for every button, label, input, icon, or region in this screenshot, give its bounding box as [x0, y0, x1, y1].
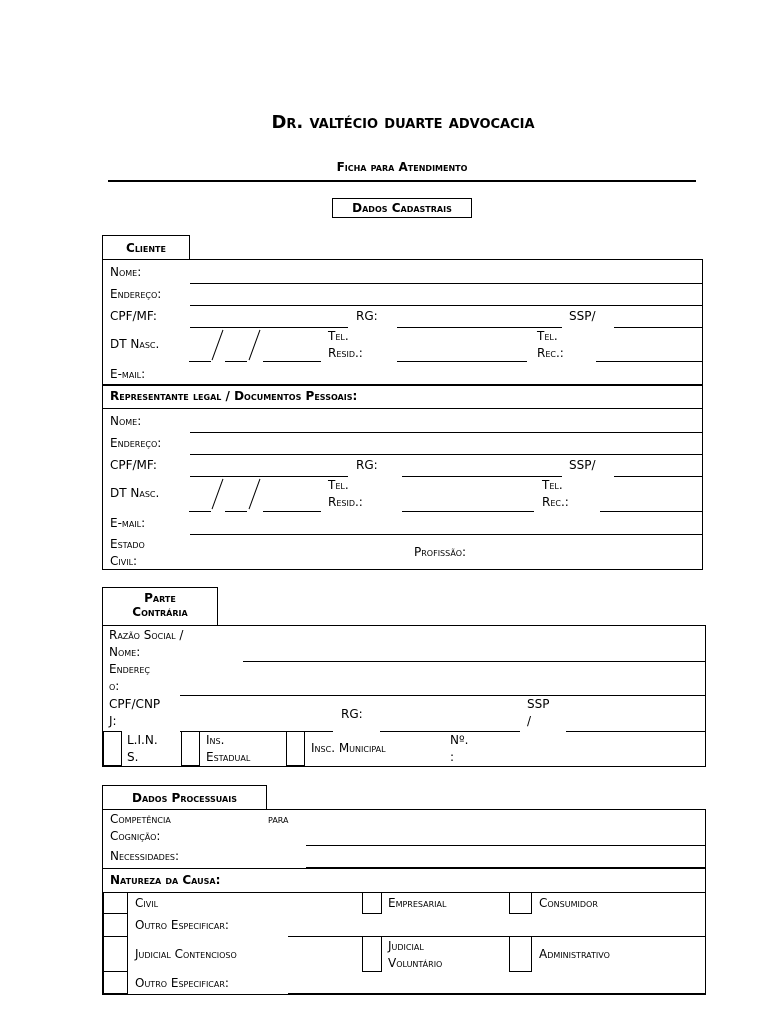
representante-header: Representante legal / Documentos Pessoais:	[110, 389, 358, 403]
cliente-dtnasc-year[interactable]	[263, 361, 321, 362]
rep-estado-label-2: Civil:	[110, 554, 138, 568]
insc-municipal-checkbox[interactable]	[286, 731, 305, 766]
numero-label-2: :	[450, 750, 455, 764]
rep-tel-resid-label-2: Resid.:	[328, 495, 363, 509]
cliente-ssp-label: SSP/	[569, 309, 596, 323]
cliente-tel-resid-label: Tel.	[328, 329, 349, 343]
necessidades-label: Necessidades:	[110, 849, 180, 863]
competencia-label-2: Cognição:	[110, 829, 161, 843]
parte-tab-line-2: Contrária	[132, 605, 188, 619]
cliente-nome-label: Nome:	[110, 265, 142, 279]
rep-email-label: E-mail:	[110, 516, 146, 530]
rep-tel-resid-label: Tel.	[328, 478, 349, 492]
rep-tel-resid-field[interactable]	[402, 511, 534, 512]
outro-label-1: Outro Especificar:	[135, 918, 229, 932]
rep-dtnasc-label: DT Nasc.	[110, 486, 160, 500]
cliente-cpf-field[interactable]	[190, 327, 348, 328]
rep-profissao-label: Profissão:	[414, 545, 467, 559]
cliente-tel-resid-label-2: Resid.:	[328, 346, 363, 360]
cliente-ssp-field[interactable]	[614, 327, 702, 328]
parte-razao-label: Razão Social /	[109, 628, 184, 642]
natureza-header: Natureza da Causa:	[110, 873, 221, 887]
rep-endereco-label: Endereço:	[110, 436, 162, 450]
cliente-dtnasc-day[interactable]	[189, 361, 211, 362]
rep-rg-field[interactable]	[402, 476, 562, 477]
empresarial-checkbox[interactable]	[362, 892, 382, 914]
outro-checkbox-1[interactable]	[103, 913, 128, 937]
competencia-label: Competência	[110, 812, 171, 826]
numero-label: Nº.	[450, 733, 469, 747]
parte-tab-line-1: Parte	[144, 591, 176, 605]
parte-contraria-tab	[102, 587, 218, 626]
consumidor-label: Consumidor	[539, 896, 598, 910]
rep-dtnasc-day[interactable]	[189, 511, 211, 512]
lins-label-2: S.	[127, 750, 139, 764]
page-title: Dr. valtécio duarte advocacia	[271, 112, 535, 133]
outro-field-1[interactable]	[288, 936, 705, 937]
parte-rg-label: RG:	[341, 707, 363, 721]
cliente-tel-rec-field[interactable]	[596, 361, 702, 362]
row-divider	[103, 408, 702, 409]
outro-field-2[interactable]	[288, 993, 705, 994]
lins-checkbox[interactable]	[103, 731, 122, 766]
header-divider	[108, 180, 696, 182]
parte-rg-field[interactable]	[380, 731, 520, 732]
judicial-voluntario-label: Judicial	[388, 939, 424, 953]
section-title: Dados Cadastrais	[332, 198, 472, 218]
parte-razao-field[interactable]	[243, 661, 705, 662]
rep-ssp-field[interactable]	[614, 476, 702, 477]
rep-tel-rec-label: Tel.	[542, 478, 563, 492]
ins-estadual-checkbox[interactable]	[181, 731, 200, 766]
civil-checkbox[interactable]	[103, 892, 128, 914]
insc-municipal-label: Insc. Municipal	[311, 741, 386, 755]
parte-ssp-field[interactable]	[566, 731, 705, 732]
outro-label-2: Outro Especificar:	[135, 976, 229, 990]
rep-cpf-field[interactable]	[190, 476, 348, 477]
cliente-email-label: E-mail:	[110, 367, 146, 381]
competencia-para-label: para	[268, 812, 289, 826]
cliente-tel-rec-label: Tel.	[537, 329, 558, 343]
cliente-tel-rec-label-2: Rec.:	[537, 346, 564, 360]
parte-cpf-label: CPF/CNP	[109, 697, 161, 711]
rep-nome-field[interactable]	[190, 432, 702, 433]
row-divider	[103, 384, 702, 386]
outro-checkbox-2[interactable]	[103, 971, 128, 994]
parte-cpf-field[interactable]	[180, 731, 333, 732]
rep-cpf-label: CPF/MF:	[110, 458, 157, 472]
consumidor-checkbox[interactable]	[509, 892, 532, 914]
rep-endereco-field[interactable]	[190, 454, 702, 455]
parte-endereco-label-2: o:	[109, 679, 120, 693]
ins-estadual-label-2: Estadual	[206, 750, 251, 764]
cliente-endereco-field[interactable]	[190, 305, 702, 306]
parte-razao-label-2: Nome:	[109, 645, 141, 659]
ins-estadual-label: Ins.	[206, 733, 225, 747]
rep-dtnasc-month[interactable]	[225, 511, 247, 512]
cliente-endereco-label: Endereço:	[110, 287, 162, 301]
judicial-voluntario-checkbox[interactable]	[362, 936, 382, 972]
rep-ssp-label: SSP/	[569, 458, 596, 472]
rep-dtnasc-year[interactable]	[263, 511, 321, 512]
cliente-rg-label: RG:	[356, 309, 378, 323]
row-divider	[103, 868, 705, 869]
empresarial-label: Empresarial	[388, 896, 447, 910]
competencia-field[interactable]	[306, 845, 705, 846]
rep-tel-rec-label-2: Rec.:	[542, 495, 569, 509]
parte-cpf-label-2: J:	[109, 714, 117, 728]
cliente-dtnasc-label: DT Nasc.	[110, 337, 160, 351]
administrativo-checkbox[interactable]	[509, 936, 532, 972]
lins-label: L.I.N.	[127, 733, 158, 747]
form-subtitle: Ficha para Atendimento	[336, 160, 468, 174]
row-divider	[103, 892, 705, 893]
cliente-nome-field[interactable]	[190, 283, 702, 284]
parte-endereco-label: Endereç	[109, 662, 150, 676]
parte-endereco-field[interactable]	[180, 695, 705, 696]
rep-rg-label: RG:	[356, 458, 378, 472]
rep-estado-label: Estado	[110, 537, 145, 551]
rep-nome-label: Nome:	[110, 414, 142, 428]
rep-tel-rec-field[interactable]	[600, 511, 702, 512]
cliente-rg-field[interactable]	[397, 327, 562, 328]
cliente-cpf-label: CPF/MF:	[110, 309, 157, 323]
judicial-contencioso-label: Judicial Contencioso	[135, 947, 237, 961]
parte-ssp-label-2: /	[527, 714, 532, 728]
cliente-tel-resid-field[interactable]	[397, 361, 527, 362]
judicial-voluntario-label-2: Voluntário	[388, 956, 443, 970]
administrativo-label: Administrativo	[539, 947, 610, 961]
judicial-contencioso-checkbox[interactable]	[103, 936, 128, 972]
cliente-dtnasc-month[interactable]	[225, 361, 247, 362]
dados-processuais-tab: Dados Processuais	[102, 785, 267, 810]
rep-email-field[interactable]	[190, 534, 702, 535]
parte-ssp-label: SSP	[527, 697, 550, 711]
civil-label: Civil	[135, 896, 159, 910]
cliente-tab: Cliente	[102, 235, 190, 260]
